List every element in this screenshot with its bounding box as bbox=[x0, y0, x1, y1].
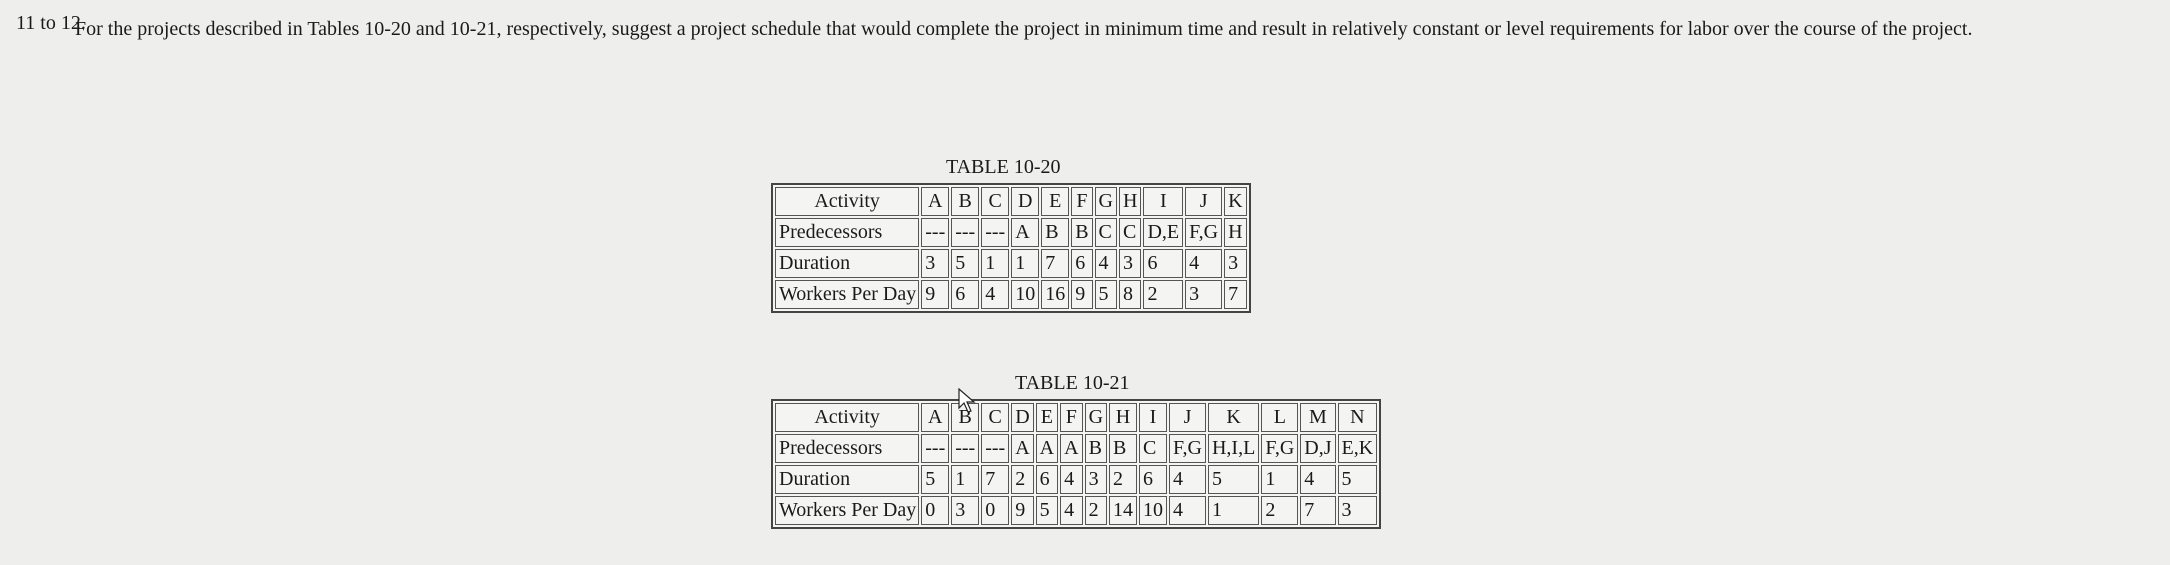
activity-cell: G bbox=[1085, 403, 1107, 432]
duration-row bbox=[775, 465, 1377, 494]
duration-cell: 5 bbox=[1208, 465, 1259, 494]
workers-cell: 3 bbox=[951, 496, 979, 525]
duration-cell: 4 bbox=[1300, 465, 1335, 494]
workers-cell: 5 bbox=[1036, 496, 1058, 525]
activity-cell: F bbox=[1060, 403, 1082, 432]
duration-cell: 5 bbox=[921, 465, 949, 494]
activity-cell: L bbox=[1261, 403, 1298, 432]
row-label: Activity bbox=[775, 403, 919, 432]
predecessor-cell: E,K bbox=[1338, 434, 1378, 463]
duration-cell: 5 bbox=[1338, 465, 1378, 494]
predecessor-cell: F,G bbox=[1185, 218, 1222, 247]
predecessor-cell: --- bbox=[981, 218, 1009, 247]
duration-cell: 4 bbox=[1060, 465, 1082, 494]
workers-cell: 4 bbox=[1169, 496, 1206, 525]
workers-cell: 0 bbox=[981, 496, 1009, 525]
activity-cell: H bbox=[1119, 187, 1141, 216]
activity-cell: M bbox=[1300, 403, 1335, 432]
predecessor-cell: D,E bbox=[1143, 218, 1183, 247]
workers-row bbox=[775, 280, 1247, 309]
predecessor-cell: A bbox=[1036, 434, 1058, 463]
predecessor-cell: --- bbox=[951, 434, 979, 463]
table-10-20-title: TABLE 10-20 bbox=[946, 156, 1061, 178]
activity-cell: B bbox=[951, 187, 979, 216]
activity-cell: G bbox=[1095, 187, 1117, 216]
duration-cell: 1 bbox=[1011, 249, 1039, 278]
predecessor-cell: H bbox=[1224, 218, 1246, 247]
workers-cell: 9 bbox=[1071, 280, 1092, 309]
activity-cell: J bbox=[1185, 187, 1222, 216]
predecessor-cell: B bbox=[1071, 218, 1092, 247]
workers-cell: 6 bbox=[951, 280, 979, 309]
predecessor-cell: F,G bbox=[1261, 434, 1298, 463]
table-10-21-title: TABLE 10-21 bbox=[1015, 372, 1130, 394]
duration-cell: 7 bbox=[981, 465, 1009, 494]
duration-cell: 1 bbox=[1261, 465, 1298, 494]
activity-cell: D bbox=[1011, 403, 1033, 432]
table-10-21 bbox=[771, 399, 1381, 529]
row-label: Duration bbox=[775, 465, 919, 494]
workers-cell: 2 bbox=[1085, 496, 1107, 525]
predecessor-cell: --- bbox=[921, 434, 949, 463]
workers-cell: 7 bbox=[1224, 280, 1246, 309]
row-label: Predecessors bbox=[775, 434, 919, 463]
workers-cell: 16 bbox=[1041, 280, 1069, 309]
workers-cell: 4 bbox=[1060, 496, 1082, 525]
activity-cell: H bbox=[1109, 403, 1137, 432]
row-label: Workers Per Day bbox=[775, 496, 919, 525]
predecessor-cell: --- bbox=[921, 218, 949, 247]
problem-text: For the projects described in Tables 10-20 and 10-21, respectively, suggest a project schedule that would complete the project in minimum time and result in relatively constant or level requirements for labor over the course of the project. bbox=[75, 18, 1973, 40]
duration-cell: 6 bbox=[1036, 465, 1058, 494]
activity-cell: C bbox=[981, 187, 1009, 216]
row-label: Predecessors bbox=[775, 218, 919, 247]
predecessor-cell: F,G bbox=[1169, 434, 1206, 463]
workers-cell: 4 bbox=[981, 280, 1009, 309]
row-label: Duration bbox=[775, 249, 919, 278]
problem-number: 11 to 12. bbox=[16, 12, 86, 34]
activity-cell: J bbox=[1169, 403, 1206, 432]
duration-cell: 7 bbox=[1041, 249, 1069, 278]
predecessor-cell: D,J bbox=[1300, 434, 1335, 463]
activity-row bbox=[775, 403, 1377, 432]
predecessors-row bbox=[775, 434, 1377, 463]
workers-cell: 3 bbox=[1338, 496, 1378, 525]
predecessor-cell: A bbox=[1011, 434, 1033, 463]
activity-cell: K bbox=[1224, 187, 1246, 216]
predecessor-cell: B bbox=[1085, 434, 1107, 463]
predecessor-cell: --- bbox=[981, 434, 1009, 463]
duration-cell: 4 bbox=[1185, 249, 1222, 278]
workers-cell: 2 bbox=[1261, 496, 1298, 525]
duration-row bbox=[775, 249, 1247, 278]
duration-cell: 4 bbox=[1169, 465, 1206, 494]
mouse-pointer-icon bbox=[958, 388, 976, 414]
workers-cell: 2 bbox=[1143, 280, 1183, 309]
activity-row bbox=[775, 187, 1247, 216]
duration-cell: 6 bbox=[1143, 249, 1183, 278]
row-label: Activity bbox=[775, 187, 919, 216]
workers-cell: 5 bbox=[1095, 280, 1117, 309]
activity-cell: F bbox=[1071, 187, 1092, 216]
duration-cell: 3 bbox=[1224, 249, 1246, 278]
predecessor-cell: C bbox=[1139, 434, 1167, 463]
duration-cell: 1 bbox=[981, 249, 1009, 278]
table-10-20 bbox=[771, 183, 1251, 313]
activity-cell: E bbox=[1041, 187, 1069, 216]
workers-cell: 10 bbox=[1011, 280, 1039, 309]
activity-cell: B bbox=[951, 403, 979, 432]
workers-cell: 0 bbox=[921, 496, 949, 525]
duration-cell: 3 bbox=[921, 249, 949, 278]
predecessor-cell: C bbox=[1119, 218, 1141, 247]
predecessor-cell: C bbox=[1095, 218, 1117, 247]
activity-cell: K bbox=[1208, 403, 1259, 432]
duration-cell: 6 bbox=[1071, 249, 1092, 278]
activity-cell: N bbox=[1338, 403, 1378, 432]
activity-cell: A bbox=[921, 187, 949, 216]
workers-cell: 3 bbox=[1185, 280, 1222, 309]
workers-cell: 10 bbox=[1139, 496, 1167, 525]
activity-cell: I bbox=[1143, 187, 1183, 216]
predecessor-cell: H,I,L bbox=[1208, 434, 1259, 463]
workers-cell: 7 bbox=[1300, 496, 1335, 525]
duration-cell: 3 bbox=[1119, 249, 1141, 278]
workers-cell: 9 bbox=[921, 280, 949, 309]
activity-cell: C bbox=[981, 403, 1009, 432]
workers-cell: 1 bbox=[1208, 496, 1259, 525]
duration-cell: 4 bbox=[1095, 249, 1117, 278]
activity-cell: D bbox=[1011, 187, 1039, 216]
activity-cell: I bbox=[1139, 403, 1167, 432]
predecessor-cell: A bbox=[1011, 218, 1039, 247]
duration-cell: 2 bbox=[1109, 465, 1137, 494]
duration-cell: 5 bbox=[951, 249, 979, 278]
row-label: Workers Per Day bbox=[775, 280, 919, 309]
activity-cell: E bbox=[1036, 403, 1058, 432]
predecessors-row bbox=[775, 218, 1247, 247]
duration-cell: 1 bbox=[951, 465, 979, 494]
duration-cell: 3 bbox=[1085, 465, 1107, 494]
duration-cell: 2 bbox=[1011, 465, 1033, 494]
duration-cell: 6 bbox=[1139, 465, 1167, 494]
activity-cell: A bbox=[921, 403, 949, 432]
predecessor-cell: B bbox=[1041, 218, 1069, 247]
workers-cell: 9 bbox=[1011, 496, 1033, 525]
predecessor-cell: A bbox=[1060, 434, 1082, 463]
workers-cell: 8 bbox=[1119, 280, 1141, 309]
workers-row bbox=[775, 496, 1377, 525]
predecessor-cell: --- bbox=[951, 218, 979, 247]
predecessor-cell: B bbox=[1109, 434, 1137, 463]
workers-cell: 14 bbox=[1109, 496, 1137, 525]
